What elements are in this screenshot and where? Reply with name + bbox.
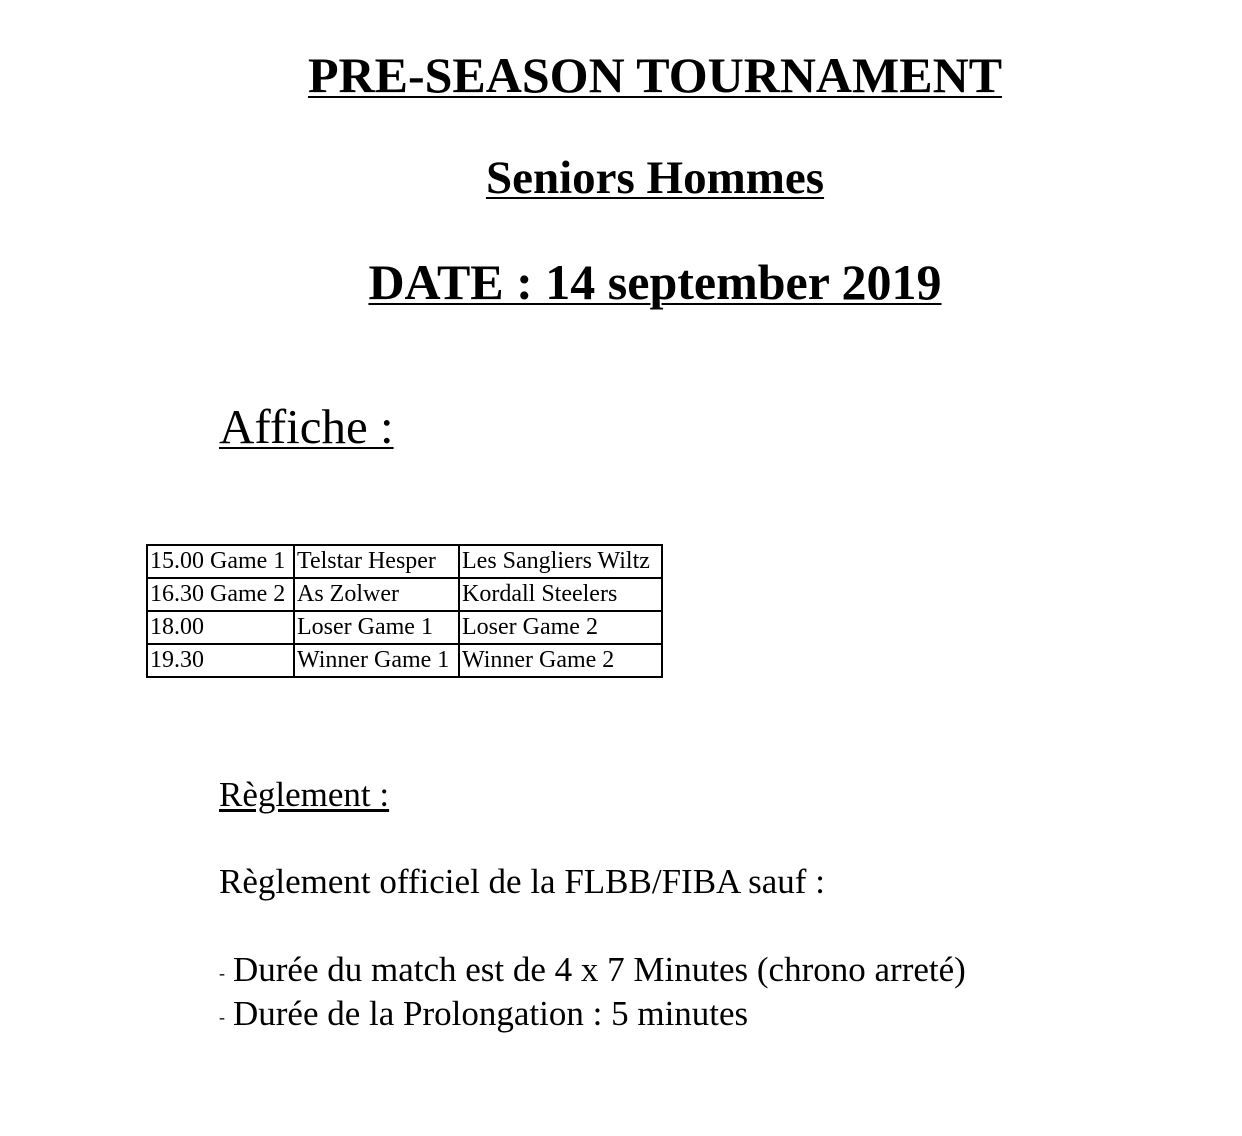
table-row	[147, 578, 662, 611]
time-cell: 16.30 Game 2	[147, 578, 294, 611]
time-cell: 15.00 Game 1	[147, 545, 294, 578]
category-title: Seniors Hommes	[485, 152, 825, 204]
team-a-cell: As Zolwer	[294, 578, 459, 611]
affiche-heading: Affiche :	[219, 399, 394, 454]
bullet-dash: -	[219, 1006, 225, 1027]
date-title: DATE : 14 september 2019	[368, 254, 942, 310]
rule-item	[219, 993, 748, 1038]
team-b-cell: Winner Game 2	[459, 644, 662, 677]
rule-text: Durée du match est de 4 x 7 Minutes (chrono arreté)	[233, 950, 966, 989]
schedule-table	[146, 544, 663, 678]
rule-text: Durée de la Prolongation : 5 minutes	[233, 994, 749, 1033]
time-cell: 18.00	[147, 611, 294, 644]
reglement-heading: Règlement :	[219, 775, 390, 814]
reglement-intro: Règlement officiel de la FLBB/FIBA sauf :	[219, 862, 825, 901]
bullet-dash: -	[219, 962, 225, 983]
table-row	[147, 545, 662, 578]
team-a-cell: Telstar Hesper	[294, 545, 459, 578]
rule-item	[219, 949, 966, 994]
team-b-cell: Loser Game 2	[459, 611, 662, 644]
team-a-cell: Loser Game 1	[294, 611, 459, 644]
table-row	[147, 611, 662, 644]
team-b-cell: Les Sangliers Wiltz	[459, 545, 662, 578]
table-row	[147, 644, 662, 677]
team-b-cell: Kordall Steelers	[459, 578, 662, 611]
team-a-cell: Winner Game 1	[294, 644, 459, 677]
time-cell: 19.30	[147, 644, 294, 677]
tournament-title: PRE-SEASON TOURNAMENT	[307, 47, 1003, 103]
